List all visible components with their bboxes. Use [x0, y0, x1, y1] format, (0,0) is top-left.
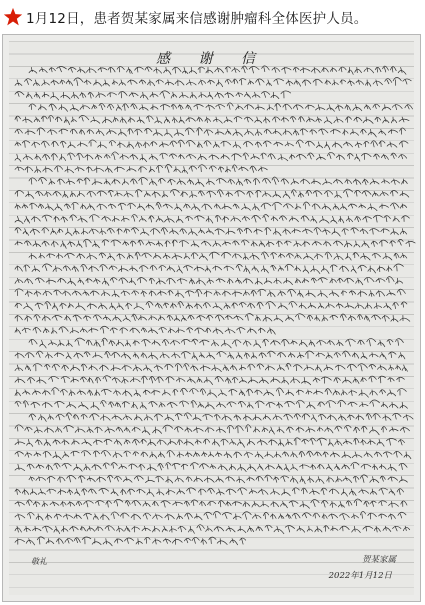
handwriting-line	[15, 462, 407, 471]
handwriting-line	[15, 301, 407, 310]
handwriting-line	[15, 228, 407, 236]
handwriting-line	[15, 202, 407, 211]
handwriting-line	[29, 252, 407, 260]
handwriting-line	[15, 264, 403, 274]
handwriting-line	[15, 438, 405, 447]
handwriting-line	[15, 77, 411, 86]
handwriting-line	[15, 91, 291, 100]
handwriting-line	[15, 189, 409, 198]
handwriting-line	[15, 115, 409, 124]
star-icon	[3, 7, 23, 27]
handwriting-line	[29, 66, 406, 75]
letter-paper	[9, 41, 414, 595]
handwriting-line	[15, 239, 415, 248]
handwriting-line	[15, 314, 410, 322]
handwriting-line	[15, 152, 407, 162]
handwriting-line	[15, 277, 403, 286]
handwriting-line	[15, 128, 406, 138]
handwriting-line	[15, 388, 406, 398]
handwriting-line	[15, 425, 410, 435]
handwriting-line	[15, 363, 407, 372]
caption-text: 1月12日，患者贺某家属来信感谢肿瘤科全体医护人员。	[26, 11, 368, 27]
handwriting-line	[15, 376, 404, 385]
handwriting-line	[15, 451, 411, 460]
handwriting-line	[29, 103, 413, 112]
letter-photo	[2, 34, 421, 602]
caption-bar	[0, 0, 425, 34]
handwriting-line	[29, 338, 403, 348]
handwriting-line	[15, 214, 409, 223]
handwriting-line	[15, 289, 405, 298]
letter-date: 2022年1月12日	[328, 571, 392, 581]
handwriting-line	[15, 511, 406, 520]
letter-title: 感 谢 信	[156, 51, 267, 67]
letter-closing: 敬礼	[31, 557, 47, 566]
handwriting-line	[15, 164, 267, 173]
handwriting-line	[29, 413, 413, 422]
handwriting-line	[29, 475, 407, 484]
handwriting-line	[15, 499, 407, 508]
handwriting-line	[15, 537, 246, 546]
handwriting-line	[15, 400, 408, 410]
letter-signature: 贺某家属	[361, 555, 396, 565]
handwriting-body	[9, 42, 416, 598]
handwriting-line	[15, 525, 410, 534]
handwriting-line	[15, 140, 408, 150]
handwriting-line	[29, 177, 407, 186]
handwriting-line	[15, 488, 404, 497]
handwriting-line	[15, 351, 405, 360]
handwriting-line	[15, 326, 275, 334]
